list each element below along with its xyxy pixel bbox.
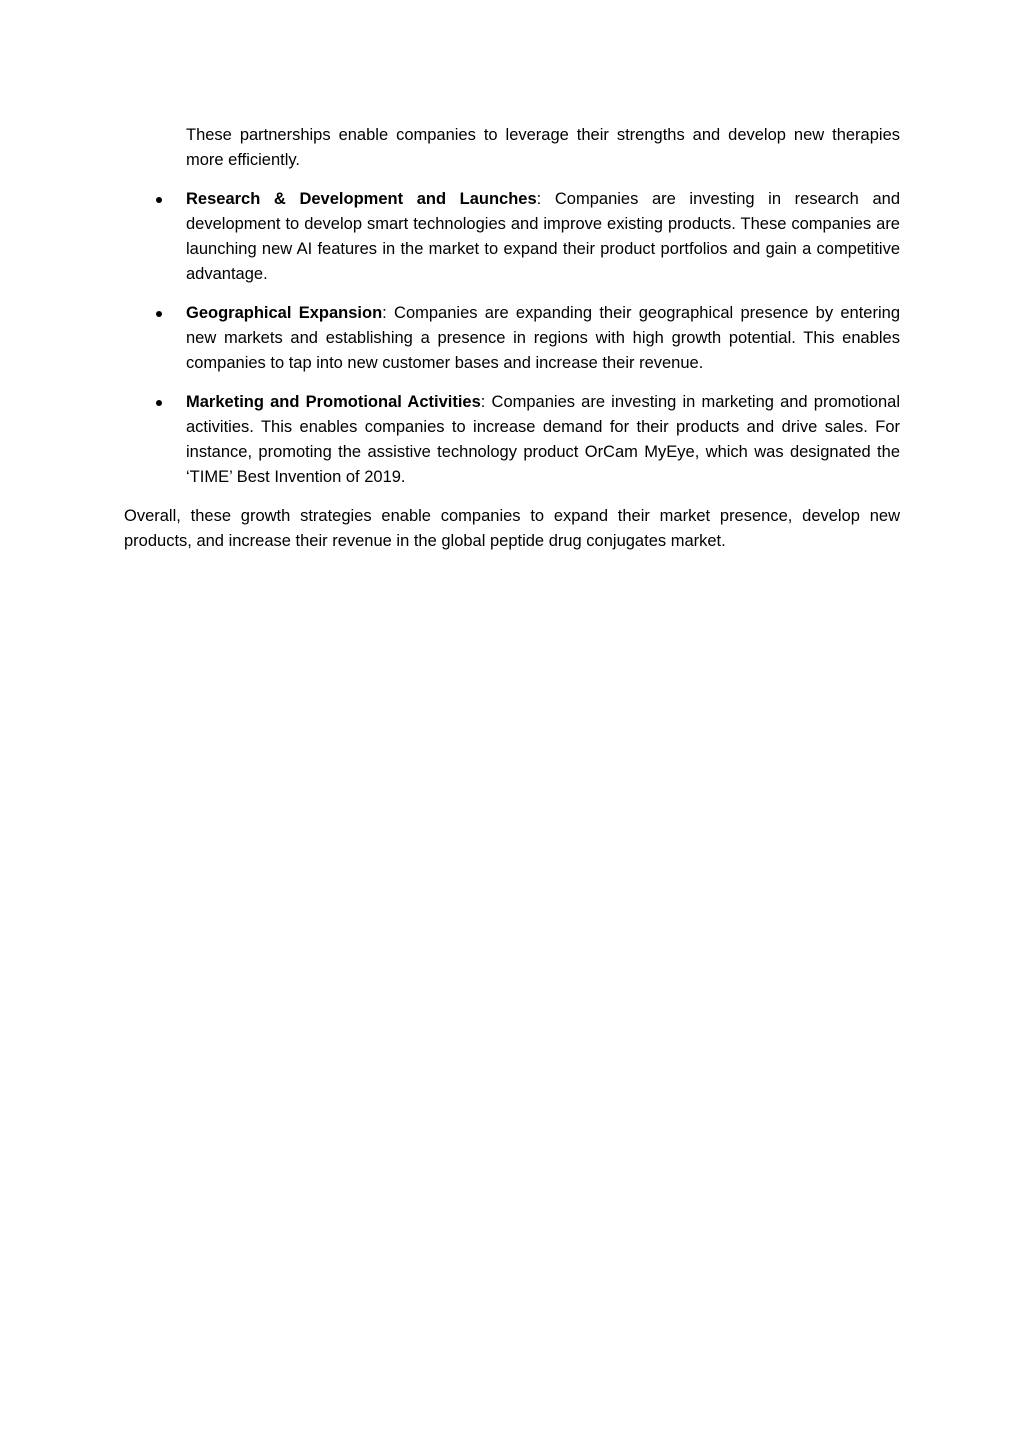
bullet-separator: : <box>536 190 542 208</box>
bullet-heading: Marketing and Promotional Activities <box>186 393 481 411</box>
strategy-bullet-list <box>124 187 900 490</box>
document-body <box>124 123 900 554</box>
summary-paragraph: Overall, these growth strategies enable companies to expand their market presence, develop new products, and increase their revenue in the global peptide drug conjugates market. <box>124 507 900 550</box>
bullet-dot-icon <box>156 197 162 203</box>
bullet-text: Companies are expanding their geographical presence by entering new markets and establishing a presence in regions with high growth potential. This enables companies to tap into new customer bases and increase their revenue. <box>186 304 900 372</box>
bullet-heading: Research & Development and Launches <box>186 190 537 208</box>
bullet-text: Companies are investing in marketing and promotional activities. This enables companies to increase demand for their products and drive sales. For instance, promoting the assistive technology product OrCam MyEye, which was designated the ‘TIME’ Best Invention of 2019. <box>186 393 900 486</box>
bullet-item-geographical-expansion <box>186 301 900 376</box>
bullet-heading: Geographical Expansion <box>186 304 383 322</box>
bullet-separator: : <box>480 393 486 411</box>
bullet-dot-icon <box>156 311 162 317</box>
bullet-separator: : <box>382 304 387 322</box>
bullet-item-research-development <box>186 187 900 287</box>
bullet-item-marketing-promotional <box>186 390 900 490</box>
bullet-dot-icon <box>156 400 162 406</box>
intro-continuation-paragraph: These partnerships enable companies to leverage their strengths and develop new therapies more efficiently. <box>186 126 900 169</box>
bullet-text: Companies are investing in research and development to develop smart technologies and improve existing products. These companies are launching new AI features in the market to expand their product portfolios and gain a competitive advantage. <box>186 190 900 283</box>
